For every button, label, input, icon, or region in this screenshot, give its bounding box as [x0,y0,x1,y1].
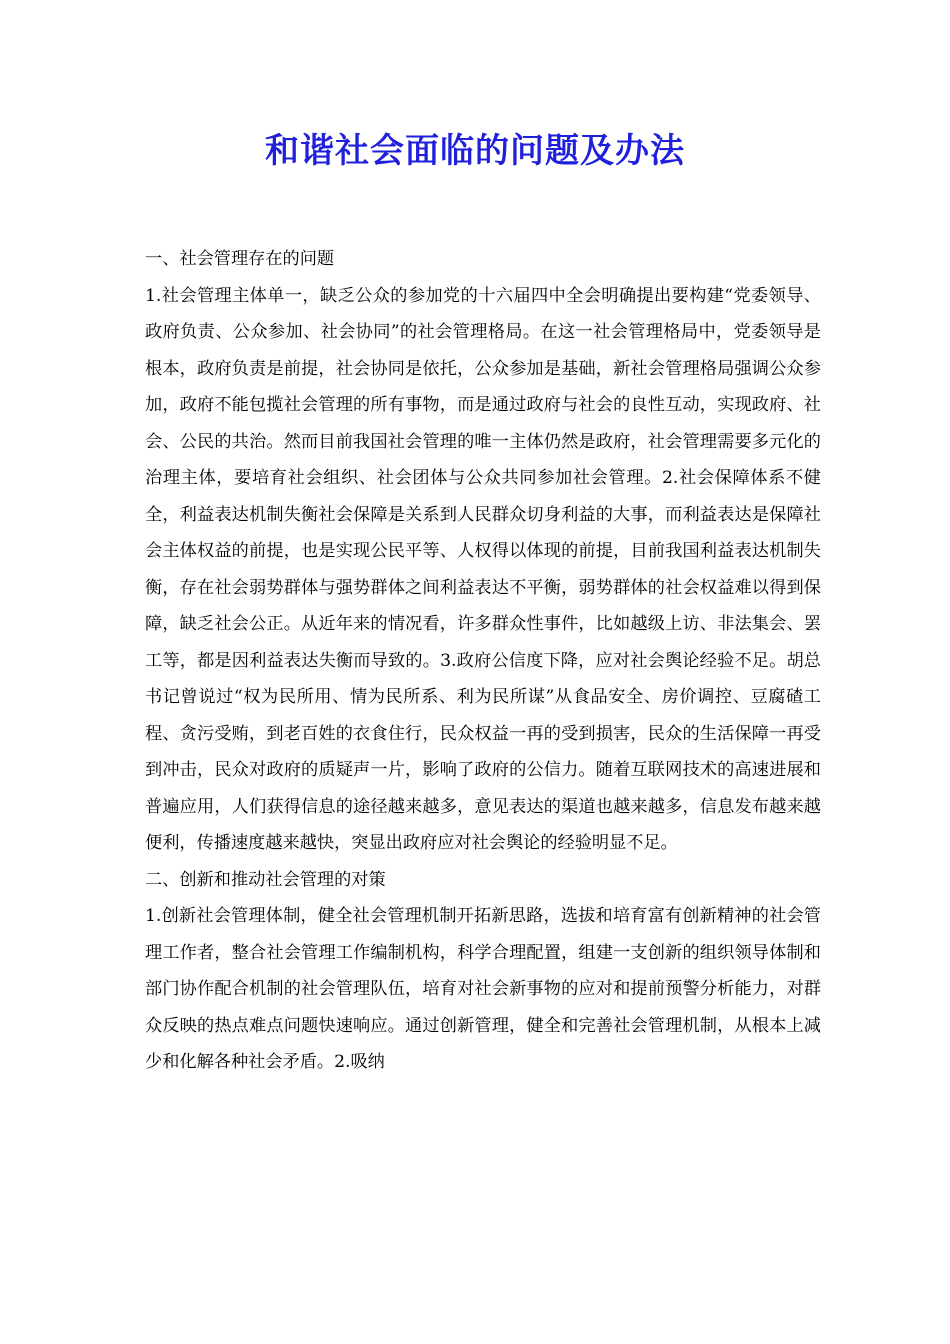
section-heading-problems: 一、社会管理存在的问题 [145,249,335,269]
body-paragraph-problems: 1.社会管理主体单一，缺乏公众的参加党的十六届四中全会明确提出要构建“党委领导、政府负责、公众参加、社会协同”的社会管理格局。在这一社会管理格局中，党委领导是根本，政府负责是前提，社会协同是依托，公众参加是基础，新社会管理格局强调公众参加，政府不能包揽社会管理的所有事物，而是通过政府与社会的良性互动，实现政府、社会、公民的共治。然而目前我国社会管理的唯一主体仍然是政府，社会管理需要多元化的治理主体，要培育社会组织、社会团体与公众共同参加社会管理。2.社会保障体系不健全，利益表达机制失衡社会保障是关系到人民群众切身利益的大事，而利益表达是保障社会主体权益的前提，也是实现公民平等、人权得以体现的前提，目前我国利益表达机制失衡，存在社会弱势群体与强势群体之间利益表达不平衡，弱势群体的社会权益难以得到保障，缺乏社会公正。从近年来的情况看，许多群众性事件，比如越级上访、非法集会、罢工等，都是因利益表达失衡而导致的。3.政府公信度下降，应对社会舆论经验不足。胡总书记曾说过“权为民所用、情为民所系、利为民所谋”从食品安全、房价调控、豆腐碴工程、贪污受贿，到老百姓的衣食住行，民众权益一再的受到损害，民众的生活保障一再受到冲击，民众对政府的质疑声一片，影响了政府的公信力。随着互联网技术的高速进展和普遍应用，人们获得信息的途径越来越多，意见表达的渠道也越来越多，信息发布越来越便利，传播速度越来越快，突显出政府应对社会舆论的经验明显不足。 [145,285,821,853]
body-paragraph-countermeasures: 1.创新社会管理体制，健全社会管理机制开拓新思路，选拔和培育富有创新精神的社会管理工作者，整合社会管理工作编制机构，科学合理配置，组建一支创新的组织领导体制和部门协作配合机制的社会管理队伍，培育对社会新事物的应对和提前预警分析能力，对群众反映的热点难点问题快速响应。通过创新管理，健全和完善社会管理机制，从根本上减少和化解各种社会矛盾。2.吸纳 [145,906,821,1072]
section-heading-countermeasures: 二、创新和推动社会管理的对策 [145,869,386,890]
document-title: 和谐社会面临的问题及办法 [265,131,685,171]
document-body [145,241,821,1081]
